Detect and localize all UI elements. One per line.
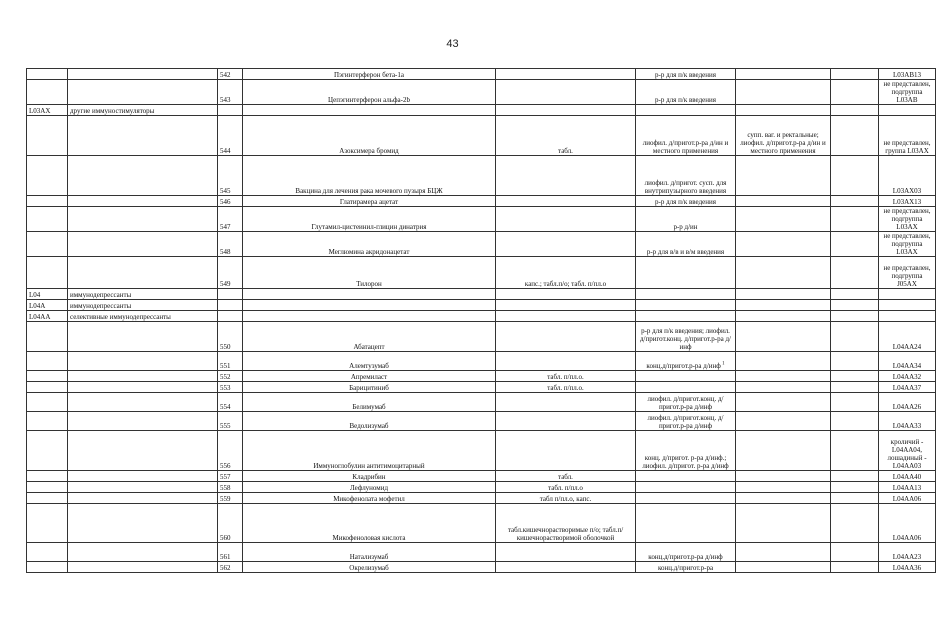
atc-group-name-cell: иммунодепрессанты bbox=[68, 289, 218, 300]
drug-name-cell: Окрелизумаб bbox=[243, 562, 496, 573]
atc-group-code-cell bbox=[27, 412, 68, 431]
atc-group-code-cell: L04 bbox=[27, 289, 68, 300]
injection-form-cell: р-р для п/к введения; лиофил. д/пригот.конц. д/пригот.р-ра д/инф bbox=[636, 322, 736, 352]
row-number-cell: 562 bbox=[218, 562, 243, 573]
empty-cell bbox=[831, 493, 879, 504]
atc-group-code-cell bbox=[27, 482, 68, 493]
injection-form-cell bbox=[636, 257, 736, 289]
atc-group-code-cell bbox=[27, 257, 68, 289]
atc-code-cell: L03AX03 bbox=[879, 156, 936, 196]
atc-code-cell: не представлен, подгруппа J05AX bbox=[879, 257, 936, 289]
atc-code-cell: L03AB13 bbox=[879, 69, 936, 80]
atc-group-name-cell bbox=[68, 156, 218, 196]
other-form-cell bbox=[736, 412, 831, 431]
table-row bbox=[27, 69, 936, 80]
drug-name-cell: Кладрибин bbox=[243, 471, 496, 482]
other-form-cell bbox=[736, 352, 831, 371]
drug-name-cell: Апремиласт bbox=[243, 371, 496, 382]
injection-form-cell bbox=[636, 382, 736, 393]
table-row bbox=[27, 352, 936, 371]
injection-form-cell bbox=[636, 504, 736, 543]
table-row bbox=[27, 207, 936, 232]
atc-code-cell: кроличий - L04AA04, лошадиный - L04AA03 bbox=[879, 431, 936, 471]
atc-group-name-cell bbox=[68, 116, 218, 156]
table-row bbox=[27, 504, 936, 543]
empty-cell bbox=[831, 207, 879, 232]
other-form-cell bbox=[736, 311, 831, 322]
atc-code-cell: L04AA33 bbox=[879, 412, 936, 431]
atc-code-cell: не представлен, подгруппа L03AX bbox=[879, 207, 936, 232]
table-row bbox=[27, 105, 936, 116]
atc-group-name-cell bbox=[68, 431, 218, 471]
injection-form-cell: р-р для п/к введения bbox=[636, 196, 736, 207]
footnote-mark: 1 bbox=[720, 361, 725, 367]
drug-name-cell bbox=[243, 300, 496, 311]
other-form-cell bbox=[736, 431, 831, 471]
atc-group-code-cell bbox=[27, 352, 68, 371]
table-row bbox=[27, 371, 936, 382]
atc-group-code-cell bbox=[27, 431, 68, 471]
atc-group-code-cell bbox=[27, 196, 68, 207]
empty-cell bbox=[831, 322, 879, 352]
other-form-cell bbox=[736, 257, 831, 289]
empty-cell bbox=[831, 431, 879, 471]
row-number-cell: 553 bbox=[218, 382, 243, 393]
dosage-form-cell bbox=[496, 80, 636, 105]
drug-name-cell: Белимумаб bbox=[243, 393, 496, 412]
drug-name-cell: Глатирамера ацетат bbox=[243, 196, 496, 207]
injection-form-cell: конц.д/пригот.р-ра bbox=[636, 562, 736, 573]
injection-form-cell bbox=[636, 300, 736, 311]
dosage-form-cell: табл.кишечнорастворимые п/о; табл.п/кишечнорастворимой оболочкой bbox=[496, 504, 636, 543]
other-form-cell: супп. ваг. и ректальные; лиофил. д/пригот.р-ра д/ин и местного применения bbox=[736, 116, 831, 156]
atc-group-code-cell bbox=[27, 562, 68, 573]
dosage-form-cell: табл. bbox=[496, 471, 636, 482]
injection-form-cell bbox=[636, 482, 736, 493]
empty-cell bbox=[831, 196, 879, 207]
injection-form-cell bbox=[636, 105, 736, 116]
empty-cell bbox=[831, 257, 879, 289]
injection-form-cell: р-р для в/в и в/м введения bbox=[636, 232, 736, 257]
drug-name-cell: Пэгинтерферон бета-1a bbox=[243, 69, 496, 80]
table-row bbox=[27, 196, 936, 207]
row-number-cell: 543 bbox=[218, 80, 243, 105]
drug-table bbox=[26, 68, 936, 573]
atc-group-code-cell bbox=[27, 371, 68, 382]
empty-cell bbox=[831, 393, 879, 412]
atc-code-cell bbox=[879, 105, 936, 116]
injection-form-cell: р-р для п/к введения bbox=[636, 80, 736, 105]
row-number-cell: 554 bbox=[218, 393, 243, 412]
row-number-cell: 559 bbox=[218, 493, 243, 504]
dosage-form-cell: табл. п/пл.о. bbox=[496, 371, 636, 382]
empty-cell bbox=[831, 116, 879, 156]
atc-group-code-cell bbox=[27, 504, 68, 543]
row-number-cell: 547 bbox=[218, 207, 243, 232]
atc-code-cell: L04AA26 bbox=[879, 393, 936, 412]
table-row bbox=[27, 382, 936, 393]
drug-name-cell: Меглюмина акридонацетат bbox=[243, 232, 496, 257]
row-number-cell bbox=[218, 105, 243, 116]
other-form-cell bbox=[736, 232, 831, 257]
atc-group-code-cell: L03AX bbox=[27, 105, 68, 116]
atc-group-code-cell bbox=[27, 382, 68, 393]
empty-cell bbox=[831, 504, 879, 543]
dosage-form-cell bbox=[496, 322, 636, 352]
atc-code-cell: L04AA37 bbox=[879, 382, 936, 393]
empty-cell bbox=[831, 562, 879, 573]
atc-code-cell bbox=[879, 289, 936, 300]
injection-form-cell: конц.д/пригот.р-ра д/инф $^1$ bbox=[636, 352, 736, 371]
table-row bbox=[27, 311, 936, 322]
injection-form-cell bbox=[636, 289, 736, 300]
dosage-form-cell bbox=[496, 289, 636, 300]
atc-group-name-cell bbox=[68, 232, 218, 257]
other-form-cell bbox=[736, 371, 831, 382]
atc-group-name-cell bbox=[68, 371, 218, 382]
empty-cell bbox=[831, 80, 879, 105]
row-number-cell: 546 bbox=[218, 196, 243, 207]
other-form-cell bbox=[736, 289, 831, 300]
injection-form-cell: лиофил. д/пригот.р-ра д/ин и местного применения bbox=[636, 116, 736, 156]
other-form-cell bbox=[736, 493, 831, 504]
atc-group-name-cell bbox=[68, 322, 218, 352]
empty-cell bbox=[831, 482, 879, 493]
row-number-cell: 550 bbox=[218, 322, 243, 352]
dosage-form-cell: капс.; табл.п/о; табл. п/пл.о bbox=[496, 257, 636, 289]
dosage-form-cell bbox=[496, 412, 636, 431]
table-row bbox=[27, 116, 936, 156]
drug-name-cell: Ведолизумаб bbox=[243, 412, 496, 431]
atc-code-cell: L04AA34 bbox=[879, 352, 936, 371]
atc-group-code-cell: L04A bbox=[27, 300, 68, 311]
atc-group-name-cell bbox=[68, 471, 218, 482]
dosage-form-cell: табл п/пл.о, капс. bbox=[496, 493, 636, 504]
empty-cell bbox=[831, 156, 879, 196]
dosage-form-cell bbox=[496, 311, 636, 322]
atc-group-code-cell bbox=[27, 116, 68, 156]
injection-form-cell bbox=[636, 371, 736, 382]
empty-cell bbox=[831, 412, 879, 431]
atc-group-code-cell bbox=[27, 207, 68, 232]
drug-name-cell: Цепэгинтерферон альфа-2b bbox=[243, 80, 496, 105]
dosage-form-cell bbox=[496, 543, 636, 562]
row-number-cell: 560 bbox=[218, 504, 243, 543]
other-form-cell bbox=[736, 393, 831, 412]
atc-group-name-cell bbox=[68, 196, 218, 207]
atc-code-cell: L04AA24 bbox=[879, 322, 936, 352]
injection-form-cell: конц.д/пригот.р-ра д/инф bbox=[636, 543, 736, 562]
other-form-cell bbox=[736, 322, 831, 352]
table-row bbox=[27, 562, 936, 573]
other-form-cell bbox=[736, 80, 831, 105]
injection-form-cell: лиофил. д/пригот.конц. д/пригот.р-ра д/инф bbox=[636, 393, 736, 412]
dosage-form-cell bbox=[496, 105, 636, 116]
row-number-cell: 551 bbox=[218, 352, 243, 371]
atc-code-cell: L03AX13 bbox=[879, 196, 936, 207]
dosage-form-cell: табл. п/пл.о. bbox=[496, 382, 636, 393]
table-row bbox=[27, 322, 936, 352]
empty-cell bbox=[831, 543, 879, 562]
row-number-cell: 544 bbox=[218, 116, 243, 156]
atc-code-cell bbox=[879, 311, 936, 322]
dosage-form-cell bbox=[496, 393, 636, 412]
table-row bbox=[27, 482, 936, 493]
atc-group-code-cell bbox=[27, 493, 68, 504]
dosage-form-cell bbox=[496, 352, 636, 371]
atc-code-cell: не представлен, подгруппа L03AB bbox=[879, 80, 936, 105]
row-number-cell: 557 bbox=[218, 471, 243, 482]
atc-group-name-cell bbox=[68, 543, 218, 562]
row-number-cell: 558 bbox=[218, 482, 243, 493]
empty-cell bbox=[831, 371, 879, 382]
table-row bbox=[27, 289, 936, 300]
atc-group-name-cell bbox=[68, 257, 218, 289]
atc-group-name-cell bbox=[68, 493, 218, 504]
atc-code-cell: не представлен, подгруппа L03AX bbox=[879, 232, 936, 257]
drug-name-cell: Абатацепт bbox=[243, 322, 496, 352]
table-row bbox=[27, 156, 936, 196]
dosage-form-cell bbox=[496, 562, 636, 573]
drug-name-cell bbox=[243, 105, 496, 116]
atc-code-cell bbox=[879, 300, 936, 311]
atc-group-name-cell bbox=[68, 562, 218, 573]
drug-name-cell: Барицитиниб bbox=[243, 382, 496, 393]
table-row bbox=[27, 393, 936, 412]
atc-group-code-cell bbox=[27, 69, 68, 80]
atc-code-cell: L04AA36 bbox=[879, 562, 936, 573]
atc-group-code-cell bbox=[27, 80, 68, 105]
empty-cell bbox=[831, 105, 879, 116]
atc-code-cell: не представлен, группа L03AX bbox=[879, 116, 936, 156]
empty-cell bbox=[831, 69, 879, 80]
other-form-cell bbox=[736, 471, 831, 482]
atc-group-name-cell: иммунодепрессанты bbox=[68, 300, 218, 311]
atc-group-code-cell: L04AA bbox=[27, 311, 68, 322]
empty-cell bbox=[831, 382, 879, 393]
table-row bbox=[27, 257, 936, 289]
injection-form-cell: лиофил. д/пригот.конц. д/пригот.р-ра д/инф bbox=[636, 412, 736, 431]
other-form-cell bbox=[736, 482, 831, 493]
row-number-cell: 542 bbox=[218, 69, 243, 80]
empty-cell bbox=[831, 232, 879, 257]
other-form-cell bbox=[736, 156, 831, 196]
injection-form-cell bbox=[636, 471, 736, 482]
drug-name-cell: Глутамил-цистеинил-глицин динатрия bbox=[243, 207, 496, 232]
dosage-form-cell: табл. bbox=[496, 116, 636, 156]
injection-form-cell: р-р для п/к введения bbox=[636, 69, 736, 80]
row-number-cell bbox=[218, 289, 243, 300]
atc-code-cell: L04AA32 bbox=[879, 371, 936, 382]
empty-cell bbox=[831, 311, 879, 322]
dosage-form-cell bbox=[496, 196, 636, 207]
table-row bbox=[27, 493, 936, 504]
atc-group-name-cell: селективные иммунодепрессанты bbox=[68, 311, 218, 322]
other-form-cell bbox=[736, 207, 831, 232]
injection-form-cell bbox=[636, 311, 736, 322]
table-body bbox=[27, 69, 936, 573]
drug-name-cell: Азоксимера бромид bbox=[243, 116, 496, 156]
row-number-cell bbox=[218, 300, 243, 311]
atc-code-cell: L04AA23 bbox=[879, 543, 936, 562]
atc-group-name-cell bbox=[68, 352, 218, 371]
dosage-form-cell bbox=[496, 232, 636, 257]
row-number-cell bbox=[218, 311, 243, 322]
drug-name-cell: Алемтузумаб bbox=[243, 352, 496, 371]
other-form-cell bbox=[736, 69, 831, 80]
table-row bbox=[27, 300, 936, 311]
atc-code-cell: L04AA13 bbox=[879, 482, 936, 493]
row-number-cell: 549 bbox=[218, 257, 243, 289]
dosage-form-cell bbox=[496, 300, 636, 311]
other-form-cell bbox=[736, 562, 831, 573]
other-form-cell bbox=[736, 504, 831, 543]
other-form-cell bbox=[736, 196, 831, 207]
other-form-cell bbox=[736, 543, 831, 562]
row-number-cell: 561 bbox=[218, 543, 243, 562]
dosage-form-cell: табл. п/пл.о bbox=[496, 482, 636, 493]
atc-group-code-cell bbox=[27, 393, 68, 412]
empty-cell bbox=[831, 471, 879, 482]
dosage-form-cell bbox=[496, 156, 636, 196]
table-row bbox=[27, 80, 936, 105]
drug-name-cell: Лефлуномид bbox=[243, 482, 496, 493]
atc-group-name-cell bbox=[68, 504, 218, 543]
drug-name-cell: Микофенолата мофетил bbox=[243, 493, 496, 504]
dosage-form-cell bbox=[496, 431, 636, 471]
table-row bbox=[27, 471, 936, 482]
atc-group-code-cell bbox=[27, 232, 68, 257]
empty-cell bbox=[831, 352, 879, 371]
atc-group-name-cell bbox=[68, 482, 218, 493]
drug-name-cell: Микофеноловая кислота bbox=[243, 504, 496, 543]
atc-group-name-cell bbox=[68, 207, 218, 232]
atc-group-name-cell bbox=[68, 382, 218, 393]
table-row bbox=[27, 431, 936, 471]
row-number-cell: 548 bbox=[218, 232, 243, 257]
page-number: 43 bbox=[446, 38, 459, 50]
injection-form-cell: р-р д/ин bbox=[636, 207, 736, 232]
table-row bbox=[27, 412, 936, 431]
table-row bbox=[27, 232, 936, 257]
drug-name-cell bbox=[243, 311, 496, 322]
row-number-cell: 545 bbox=[218, 156, 243, 196]
row-number-cell: 555 bbox=[218, 412, 243, 431]
row-number-cell: 556 bbox=[218, 431, 243, 471]
atc-group-name-cell bbox=[68, 393, 218, 412]
atc-group-code-cell bbox=[27, 156, 68, 196]
other-form-cell bbox=[736, 382, 831, 393]
other-form-cell bbox=[736, 105, 831, 116]
injection-form-cell: лиофил. д/пригот. сусп. для внутрипузырного введения bbox=[636, 156, 736, 196]
atc-code-cell: L04AA06 bbox=[879, 493, 936, 504]
drug-name-cell bbox=[243, 289, 496, 300]
atc-group-code-cell bbox=[27, 543, 68, 562]
atc-code-cell: L04AA40 bbox=[879, 471, 936, 482]
injection-form-cell: конц. д/пригот. р-ра д/инф.; лиофил. д/пригот. р-ра д/инф bbox=[636, 431, 736, 471]
atc-group-name-cell: другие иммуностимуляторы bbox=[68, 105, 218, 116]
dosage-form-cell bbox=[496, 69, 636, 80]
injection-form-cell bbox=[636, 493, 736, 504]
empty-cell bbox=[831, 289, 879, 300]
atc-group-code-cell bbox=[27, 471, 68, 482]
row-number-cell: 552 bbox=[218, 371, 243, 382]
dosage-form-cell bbox=[496, 207, 636, 232]
drug-name-cell: Вакцина для лечения рака мочевого пузыря БЦЖ bbox=[243, 156, 496, 196]
atc-group-name-cell bbox=[68, 69, 218, 80]
atc-code-cell: L04AA06 bbox=[879, 504, 936, 543]
atc-group-name-cell bbox=[68, 80, 218, 105]
table-row bbox=[27, 543, 936, 562]
atc-group-code-cell bbox=[27, 322, 68, 352]
other-form-cell bbox=[736, 300, 831, 311]
atc-group-name-cell bbox=[68, 412, 218, 431]
drug-name-cell: Иммуноглобулин антитимоцитарный bbox=[243, 431, 496, 471]
drug-name-cell: Тилорон bbox=[243, 257, 496, 289]
empty-cell bbox=[831, 300, 879, 311]
drug-name-cell: Натализумаб bbox=[243, 543, 496, 562]
